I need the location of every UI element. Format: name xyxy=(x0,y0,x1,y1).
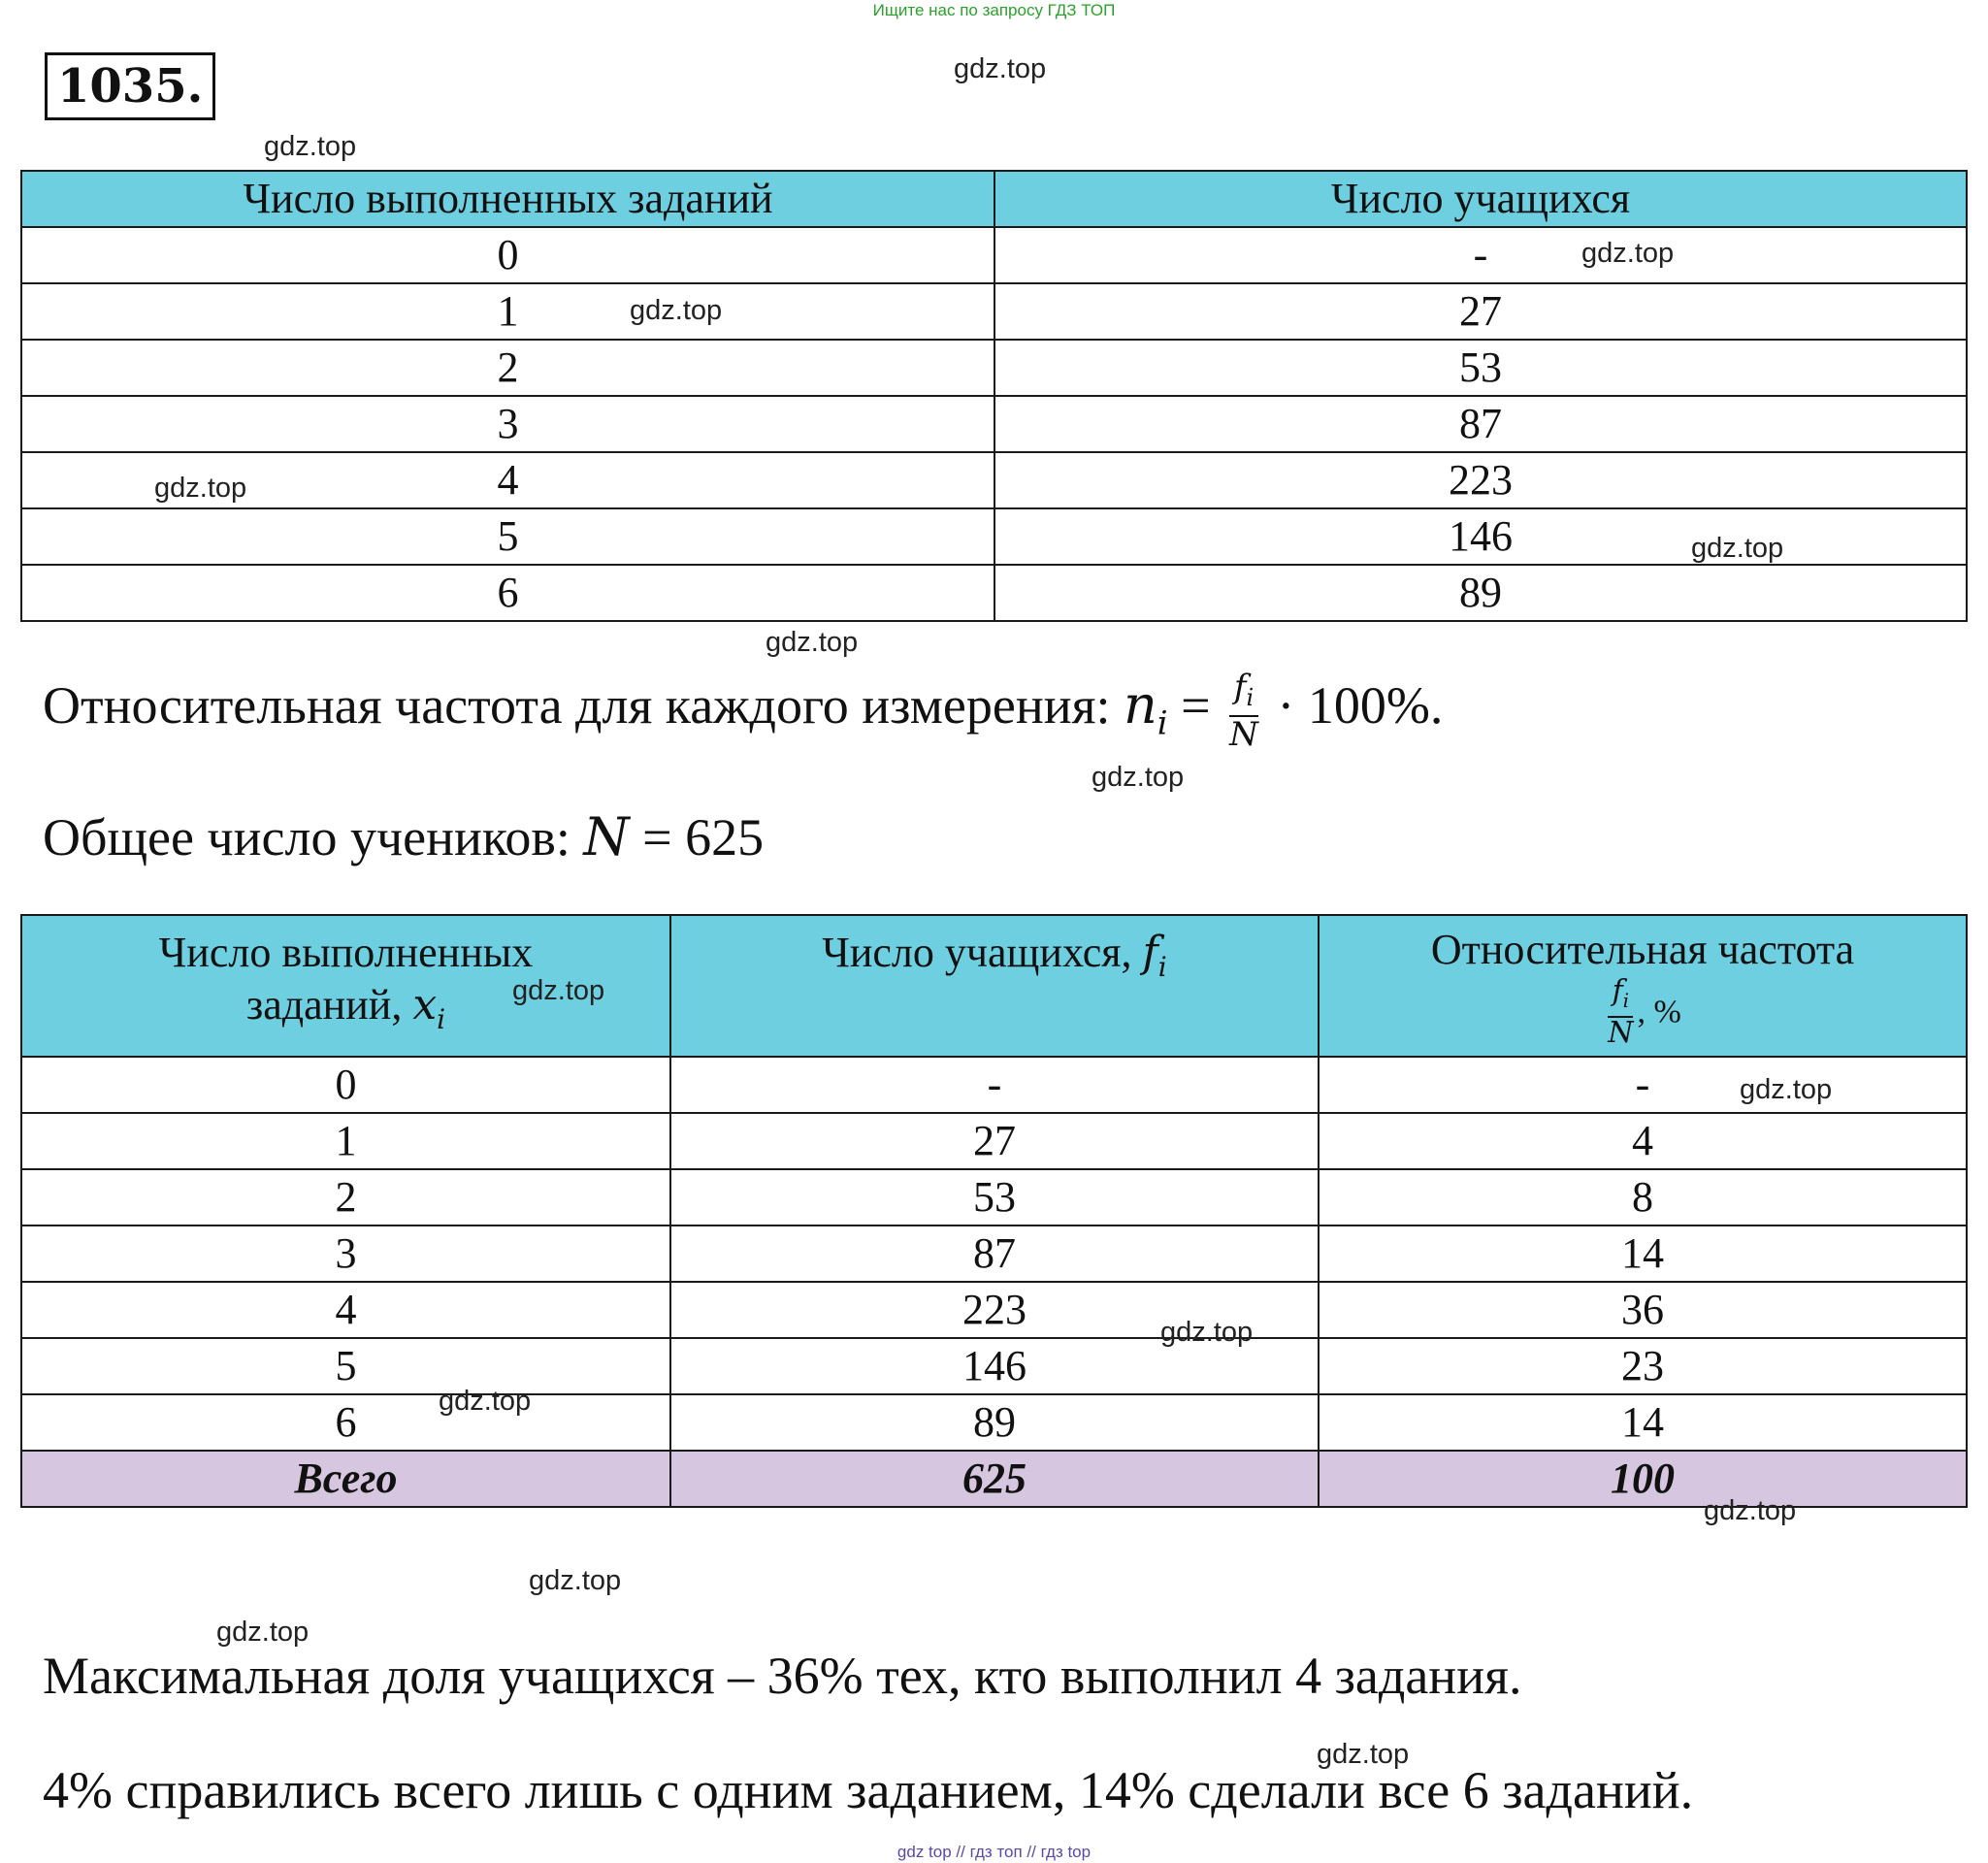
watermark: gdz.top xyxy=(1704,1495,1797,1526)
cell-tasks: 5 xyxy=(21,508,994,565)
table-row xyxy=(21,452,1967,508)
footer-watermark: gdz top // гдз топ // гдз top xyxy=(896,1843,1092,1861)
cell-students: 53 xyxy=(994,340,1967,396)
table-row xyxy=(21,227,1967,283)
watermark: gdz.top xyxy=(766,627,859,658)
header-students-fi: Число учащихся, $f_i$ xyxy=(670,915,1319,1057)
table-header-row xyxy=(21,915,1967,1057)
table-row xyxy=(21,1113,1967,1169)
watermark: gdz.top xyxy=(954,53,1047,84)
cell-percent: - xyxy=(1319,1057,1967,1113)
watermark: gdz.top xyxy=(439,1386,532,1417)
cell-xi: 3 xyxy=(21,1226,670,1282)
cell-fi: 146 xyxy=(670,1338,1319,1394)
header-tasks-xi: Число выполненных заданий, $x_i$ xyxy=(21,915,670,1057)
cell-tasks: 2 xyxy=(21,340,994,396)
cell-percent: 8 xyxy=(1319,1169,1967,1226)
total-text: Общее число учеников: xyxy=(43,808,570,866)
cell-xi: 1 xyxy=(21,1113,670,1169)
watermark: gdz.top xyxy=(1581,238,1675,269)
watermark: gdz.top xyxy=(1317,1739,1410,1770)
watermark: gdz.top xyxy=(1160,1317,1254,1348)
table-row xyxy=(21,565,1967,621)
cell-tasks: 3 xyxy=(21,396,994,452)
table-row xyxy=(21,1226,1967,1282)
total-label: Всего xyxy=(21,1451,670,1507)
table-row xyxy=(21,1338,1967,1394)
cell-tasks: 6 xyxy=(21,565,994,621)
frequency-table xyxy=(20,170,1968,622)
table-row xyxy=(21,1057,1967,1113)
cell-students: 146 xyxy=(994,508,1967,565)
table-row xyxy=(21,340,1967,396)
formula-eq: = xyxy=(1181,675,1211,735)
cell-tasks: 4 xyxy=(21,452,994,508)
total-students: 625 xyxy=(670,1451,1319,1507)
task-number: 1035. xyxy=(45,52,215,120)
formula-tail: · 100%. xyxy=(1277,675,1444,735)
cell-students: 87 xyxy=(994,396,1967,452)
watermark: gdz.top xyxy=(529,1565,622,1596)
total-var: N xyxy=(583,806,630,867)
formula-lhs-sub: i xyxy=(1157,703,1168,743)
cell-students: 27 xyxy=(994,283,1967,340)
table-row xyxy=(21,283,1967,340)
cell-students: 223 xyxy=(994,452,1967,508)
watermark: gdz.top xyxy=(216,1617,310,1648)
cell-tasks: 0 xyxy=(21,227,994,283)
watermark: gdz.top xyxy=(630,295,723,326)
total-students-line xyxy=(43,803,764,871)
cell-percent: 36 xyxy=(1319,1282,1967,1338)
cell-fi: 87 xyxy=(670,1226,1319,1282)
total-row xyxy=(21,1451,1967,1507)
cell-xi: 5 xyxy=(21,1338,670,1394)
watermark: gdz.top xyxy=(1691,533,1784,564)
cell-fi: 223 xyxy=(670,1282,1319,1338)
total-percent: 100 xyxy=(1319,1451,1967,1507)
top-search-note: Ищите нас по запросу ГДЗ ТОП xyxy=(872,1,1116,19)
table-row xyxy=(21,396,1967,452)
header-fraction: $\frac{f_i}{N}$ xyxy=(1608,973,1634,1050)
fraction-numerator: $f_i$ xyxy=(1229,670,1258,717)
watermark: gdz.top xyxy=(154,473,247,504)
cell-fi: - xyxy=(670,1057,1319,1113)
conclusion-max-share: Максимальная доля учащихся – 36% тех, кто выполнил 4 задания. xyxy=(43,1647,1522,1705)
formula-fraction xyxy=(1229,670,1258,752)
relative-frequency-table xyxy=(20,914,1968,1508)
table-row xyxy=(21,1394,1967,1451)
cell-percent: 4 xyxy=(1319,1113,1967,1169)
header-tasks-done: Число выполненных заданий xyxy=(21,171,994,227)
cell-percent: 14 xyxy=(1319,1394,1967,1451)
conclusion-min-max: 4% справились всего лишь с одним заданием, 14% сделали все 6 заданий. xyxy=(43,1761,1694,1819)
cell-xi: 6 xyxy=(21,1394,670,1451)
cell-percent: 14 xyxy=(1319,1226,1967,1282)
cell-fi: 27 xyxy=(670,1113,1319,1169)
table-row xyxy=(21,508,1967,565)
header-relative-frequency: Относительная частота $\frac{f_i}{N}$ , % xyxy=(1319,915,1967,1057)
table-header-row xyxy=(21,171,1967,227)
cell-tasks: 1 xyxy=(21,283,994,340)
cell-xi: 2 xyxy=(21,1169,670,1226)
cell-fi: 89 xyxy=(670,1394,1319,1451)
header-students-count: Число учащихся xyxy=(994,171,1967,227)
cell-fi: 53 xyxy=(670,1169,1319,1226)
watermark: gdz.top xyxy=(512,975,605,1006)
watermark: gdz.top xyxy=(1092,762,1185,793)
watermark: gdz.top xyxy=(264,131,357,162)
fraction-denominator: N xyxy=(1229,714,1258,754)
formula-lhs: n xyxy=(1124,673,1157,735)
cell-xi: 4 xyxy=(21,1282,670,1338)
cell-students: 89 xyxy=(994,565,1967,621)
table-row xyxy=(21,1169,1967,1226)
watermark: gdz.top xyxy=(1740,1074,1833,1105)
relative-frequency-formula xyxy=(43,670,1443,758)
total-value: = 625 xyxy=(642,808,765,866)
cell-xi: 0 xyxy=(21,1057,670,1113)
formula-text: Относительная частота для каждого измерения: xyxy=(43,675,1111,735)
cell-percent: 23 xyxy=(1319,1338,1967,1394)
table-row xyxy=(21,1282,1967,1338)
cell-students: - xyxy=(994,227,1967,283)
